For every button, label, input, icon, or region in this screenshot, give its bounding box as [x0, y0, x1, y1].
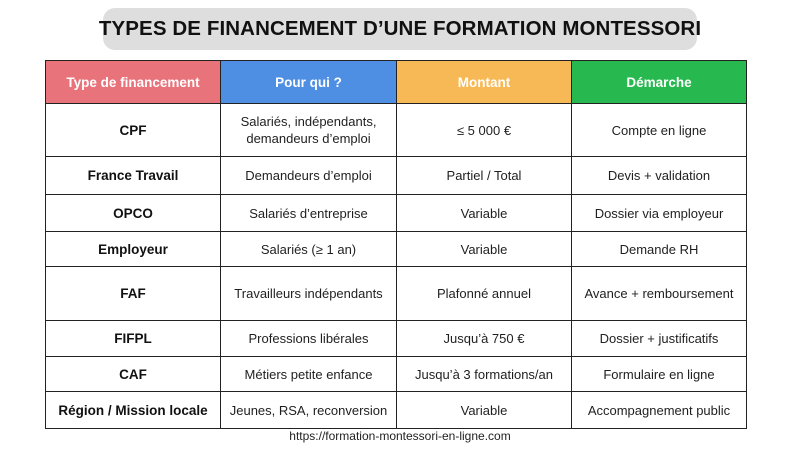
- cell-pour-qui: Salariés d’entreprise: [221, 195, 397, 232]
- cell-demarche: Devis + validation: [572, 157, 747, 195]
- table-row: [46, 157, 747, 195]
- cell-type: Employeur: [46, 232, 221, 267]
- cell-type: CPF: [46, 104, 221, 157]
- table-row: [46, 321, 747, 357]
- table-row: [46, 232, 747, 267]
- table-row: [46, 104, 747, 157]
- cell-pour-qui: Travailleurs indépendants: [221, 267, 397, 321]
- cell-pour-qui: Salariés (≥ 1 an): [221, 232, 397, 267]
- cell-montant: Plafonné annuel: [397, 267, 572, 321]
- cell-demarche: Demande RH: [572, 232, 747, 267]
- cell-montant: Jusqu’à 750 €: [397, 321, 572, 357]
- cell-pour-qui: Professions libérales: [221, 321, 397, 357]
- header-pour-qui: Pour qui ?: [221, 61, 397, 104]
- cell-type: CAF: [46, 357, 221, 392]
- header-type-de-financement: Type de financement: [46, 61, 221, 104]
- cell-type: Région / Mission locale: [46, 392, 221, 429]
- table-row: [46, 357, 747, 392]
- website-url: https://formation-montessori-en-ligne.com: [289, 429, 511, 443]
- cell-type: France Travail: [46, 157, 221, 195]
- table-row: [46, 267, 747, 321]
- cell-pour-qui: Salariés, indépendants, demandeurs d’emploi: [221, 104, 397, 157]
- cell-pour-qui: Métiers petite enfance: [221, 357, 397, 392]
- financing-table: [45, 60, 747, 429]
- cell-montant: Jusqu’à 3 formations/an: [397, 357, 572, 392]
- cell-montant: Variable: [397, 392, 572, 429]
- cell-montant: ≤ 5 000 €: [397, 104, 572, 157]
- cell-type: OPCO: [46, 195, 221, 232]
- cell-pour-qui: Jeunes, RSA, reconversion: [221, 392, 397, 429]
- table-row: [46, 392, 747, 429]
- cell-demarche: Accompagnement public: [572, 392, 747, 429]
- cell-montant: Partiel / Total: [397, 157, 572, 195]
- header-demarche: Démarche: [572, 61, 747, 104]
- cell-type: FIFPL: [46, 321, 221, 357]
- table-row: [46, 195, 747, 232]
- cell-demarche: Dossier via employeur: [572, 195, 747, 232]
- cell-demarche: Formulaire en ligne: [572, 357, 747, 392]
- cell-montant: Variable: [397, 195, 572, 232]
- cell-demarche: Dossier + justificatifs: [572, 321, 747, 357]
- header-montant: Montant: [397, 61, 572, 104]
- cell-demarche: Compte en ligne: [572, 104, 747, 157]
- cell-pour-qui: Demandeurs d’emploi: [221, 157, 397, 195]
- cell-type: FAF: [46, 267, 221, 321]
- title-banner: [98, 8, 702, 50]
- cell-demarche: Avance + remboursement: [572, 267, 747, 321]
- page-title: TYPES DE FINANCEMENT D’UNE FORMATION MONTESSORI: [98, 17, 702, 40]
- table-header-row: [46, 61, 747, 104]
- cell-montant: Variable: [397, 232, 572, 267]
